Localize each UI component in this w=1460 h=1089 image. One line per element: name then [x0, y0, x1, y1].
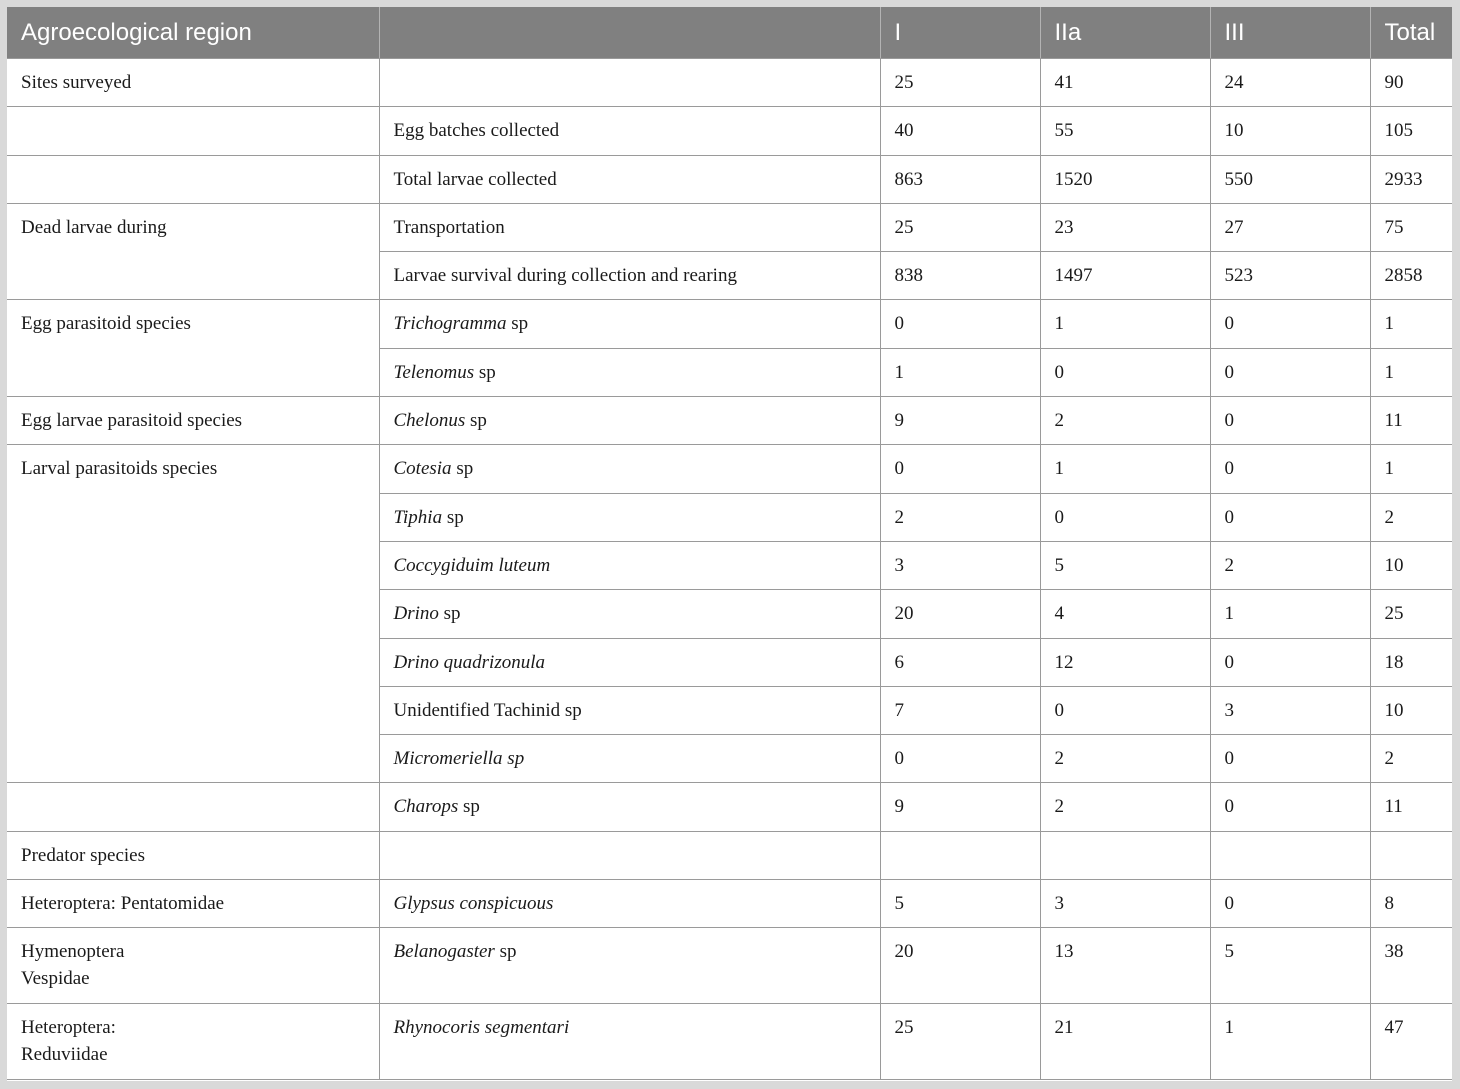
cell-total: 18: [1370, 638, 1452, 686]
cell-total: 11: [1370, 783, 1452, 831]
table-row: [7, 155, 1452, 203]
cell-iii: 0: [1210, 783, 1370, 831]
cell-iii: 0: [1210, 300, 1370, 348]
cell-item: [379, 348, 880, 396]
species-suffix: sp: [438, 603, 461, 625]
cell-iii: 1: [1210, 1004, 1370, 1080]
cell-total: 1: [1370, 348, 1452, 396]
cell-i: 2: [880, 493, 1040, 541]
cell-total: 25: [1370, 590, 1452, 638]
species-genus-italic: Trichogramma: [393, 313, 507, 335]
cell-iii: [1210, 831, 1370, 879]
header-i: I: [880, 7, 1040, 59]
cell-item: [379, 541, 880, 589]
cell-iia: 0: [1040, 686, 1210, 734]
cell-iia: 12: [1040, 638, 1210, 686]
cell-i: [880, 831, 1040, 879]
species-genus-italic: Charops: [393, 796, 459, 818]
cell-item: [379, 735, 880, 783]
cell-region: [7, 686, 379, 734]
cell-iia: 21: [1040, 1004, 1210, 1080]
table-header: [7, 7, 1452, 59]
species-genus-italic: Rhynocoris segmentari: [393, 1017, 570, 1039]
cell-total: 11: [1370, 397, 1452, 445]
cell-total: 90: [1370, 59, 1452, 107]
species-genus-italic: Drino quadrizonula: [393, 651, 545, 673]
cell-iia: 0: [1040, 493, 1210, 541]
cell-region: Egg larvae parasitoid species: [7, 397, 379, 445]
header-iii: III: [1210, 7, 1370, 59]
cell-iii: 0: [1210, 880, 1370, 928]
cell-iia: 2: [1040, 735, 1210, 783]
cell-item: Transportation: [379, 203, 880, 251]
cell-iii: 1: [1210, 590, 1370, 638]
cell-i: 0: [880, 445, 1040, 493]
cell-total: 105: [1370, 107, 1452, 155]
cell-iii: 0: [1210, 735, 1370, 783]
table-row: [7, 397, 1452, 445]
cell-total: 47: [1370, 1004, 1452, 1080]
cell-item: [379, 638, 880, 686]
table-row: [7, 300, 1452, 348]
header-region: Agroecological region: [7, 7, 379, 59]
cell-iii: 5: [1210, 928, 1370, 1004]
cell-iia: 1497: [1040, 252, 1210, 300]
cell-region: [7, 541, 379, 589]
cell-region: Larval parasitoids species: [7, 445, 379, 493]
cell-item: Larvae survival during collection and rearing: [379, 252, 880, 300]
table-row: [7, 590, 1452, 638]
cell-total: 75: [1370, 203, 1452, 251]
cell-total: [1370, 831, 1452, 879]
species-genus-italic: Cotesia: [393, 458, 452, 480]
cell-iii: 3: [1210, 686, 1370, 734]
cell-region: Heteroptera: Pentatomidae: [7, 880, 379, 928]
cell-iia: 41: [1040, 59, 1210, 107]
table-row: [7, 880, 1452, 928]
cell-i: 0: [880, 300, 1040, 348]
cell-item: [379, 1004, 880, 1080]
cell-item: [379, 300, 880, 348]
species-suffix: sp: [451, 458, 474, 480]
table-row: [7, 107, 1452, 155]
cell-region: [7, 348, 379, 396]
cell-iii: 0: [1210, 348, 1370, 396]
cell-total: 8: [1370, 880, 1452, 928]
cell-region: [7, 638, 379, 686]
cell-item: [379, 880, 880, 928]
species-genus-italic: Telenomus: [393, 361, 475, 383]
cell-item: Total larvae collected: [379, 155, 880, 203]
cell-total: 2933: [1370, 155, 1452, 203]
cell-i: 6: [880, 638, 1040, 686]
cell-item: [379, 831, 880, 879]
table-row: [7, 348, 1452, 396]
species-genus-italic: Belanogaster: [393, 941, 495, 963]
cell-iia: [1040, 831, 1210, 879]
cell-region: [7, 735, 379, 783]
table-row: [7, 203, 1452, 251]
species-suffix: sp: [474, 361, 496, 383]
cell-iii: 0: [1210, 445, 1370, 493]
cell-region: [7, 107, 379, 155]
table-row: [7, 783, 1452, 831]
table-row: [7, 735, 1452, 783]
cell-region: Sites surveyed: [7, 59, 379, 107]
cell-i: 1: [880, 348, 1040, 396]
table-body: [7, 59, 1452, 1080]
cell-i: 20: [880, 928, 1040, 1004]
cell-iia: 2: [1040, 783, 1210, 831]
cell-item: [379, 493, 880, 541]
header-row: [7, 7, 1452, 59]
cell-i: 25: [880, 59, 1040, 107]
table-row: [7, 445, 1452, 493]
cell-i: 5: [880, 880, 1040, 928]
table-row: [7, 1004, 1452, 1080]
table-row: [7, 638, 1452, 686]
cell-iii: 10: [1210, 107, 1370, 155]
cell-region: Dead larvae during: [7, 203, 379, 251]
cell-region: [7, 155, 379, 203]
cell-total: 2: [1370, 493, 1452, 541]
species-suffix: sp: [458, 796, 480, 818]
cell-iia: 1520: [1040, 155, 1210, 203]
species-genus-italic: Micromeriella sp: [393, 748, 525, 770]
cell-iii: 523: [1210, 252, 1370, 300]
cell-i: 863: [880, 155, 1040, 203]
header-total: Total: [1370, 7, 1452, 59]
cell-iii: 550: [1210, 155, 1370, 203]
cell-total: 38: [1370, 928, 1452, 1004]
species-suffix: sp: [465, 410, 487, 432]
cell-iii: 0: [1210, 638, 1370, 686]
cell-region: Heteroptera: Reduviidae: [7, 1004, 379, 1080]
cell-i: 20: [880, 590, 1040, 638]
cell-total: 2: [1370, 735, 1452, 783]
cell-item: Egg batches collected: [379, 107, 880, 155]
data-table-frame: [7, 7, 1452, 1081]
cell-iia: 55: [1040, 107, 1210, 155]
cell-total: 10: [1370, 541, 1452, 589]
cell-total: 1: [1370, 445, 1452, 493]
species-genus-italic: Drino: [393, 603, 439, 625]
cell-total: 1: [1370, 300, 1452, 348]
cell-iii: 0: [1210, 493, 1370, 541]
table-row: [7, 59, 1452, 107]
species-genus-italic: Glypsus conspicuous: [393, 893, 554, 915]
cell-iia: 5: [1040, 541, 1210, 589]
cell-iii: 0: [1210, 397, 1370, 445]
cell-region: [7, 783, 379, 831]
table-row: [7, 541, 1452, 589]
cell-region: Egg parasitoid species: [7, 300, 379, 348]
cell-iia: 3: [1040, 880, 1210, 928]
cell-i: 0: [880, 735, 1040, 783]
cell-iii: 27: [1210, 203, 1370, 251]
cell-item: [379, 928, 880, 1004]
cell-item: [379, 59, 880, 107]
header-item: [379, 7, 880, 59]
cell-item: [379, 590, 880, 638]
species-genus-italic: Tiphia: [393, 506, 443, 528]
cell-item: [379, 397, 880, 445]
cell-item: Unidentified Tachinid sp: [379, 686, 880, 734]
header-iia: IIa: [1040, 7, 1210, 59]
table-row: [7, 493, 1452, 541]
table-row: [7, 252, 1452, 300]
cell-iia: 13: [1040, 928, 1210, 1004]
species-suffix: sp: [442, 506, 464, 528]
cell-region: [7, 590, 379, 638]
cell-i: 7: [880, 686, 1040, 734]
species-genus-italic: Coccygiduim luteum: [393, 554, 551, 576]
parasitoid-table: [7, 7, 1452, 1080]
cell-iia: 4: [1040, 590, 1210, 638]
cell-region: [7, 252, 379, 300]
cell-iii: 2: [1210, 541, 1370, 589]
cell-iii: 24: [1210, 59, 1370, 107]
cell-i: 3: [880, 541, 1040, 589]
table-row: [7, 686, 1452, 734]
cell-i: 25: [880, 203, 1040, 251]
species-genus-italic: Chelonus: [393, 410, 466, 432]
cell-region: Hymenoptera Vespidae: [7, 928, 379, 1004]
cell-i: 40: [880, 107, 1040, 155]
cell-total: 10: [1370, 686, 1452, 734]
cell-region: Predator species: [7, 831, 379, 879]
species-suffix: sp: [494, 941, 517, 963]
cell-i: 838: [880, 252, 1040, 300]
cell-i: 9: [880, 783, 1040, 831]
cell-i: 25: [880, 1004, 1040, 1080]
cell-i: 9: [880, 397, 1040, 445]
cell-iia: 1: [1040, 445, 1210, 493]
cell-iia: 1: [1040, 300, 1210, 348]
cell-iia: 23: [1040, 203, 1210, 251]
cell-iia: 2: [1040, 397, 1210, 445]
cell-item: [379, 445, 880, 493]
cell-total: 2858: [1370, 252, 1452, 300]
cell-item: [379, 783, 880, 831]
cell-iia: 0: [1040, 348, 1210, 396]
species-suffix: sp: [506, 313, 529, 335]
table-row: [7, 831, 1452, 879]
table-row: [7, 928, 1452, 1004]
cell-region: [7, 493, 379, 541]
